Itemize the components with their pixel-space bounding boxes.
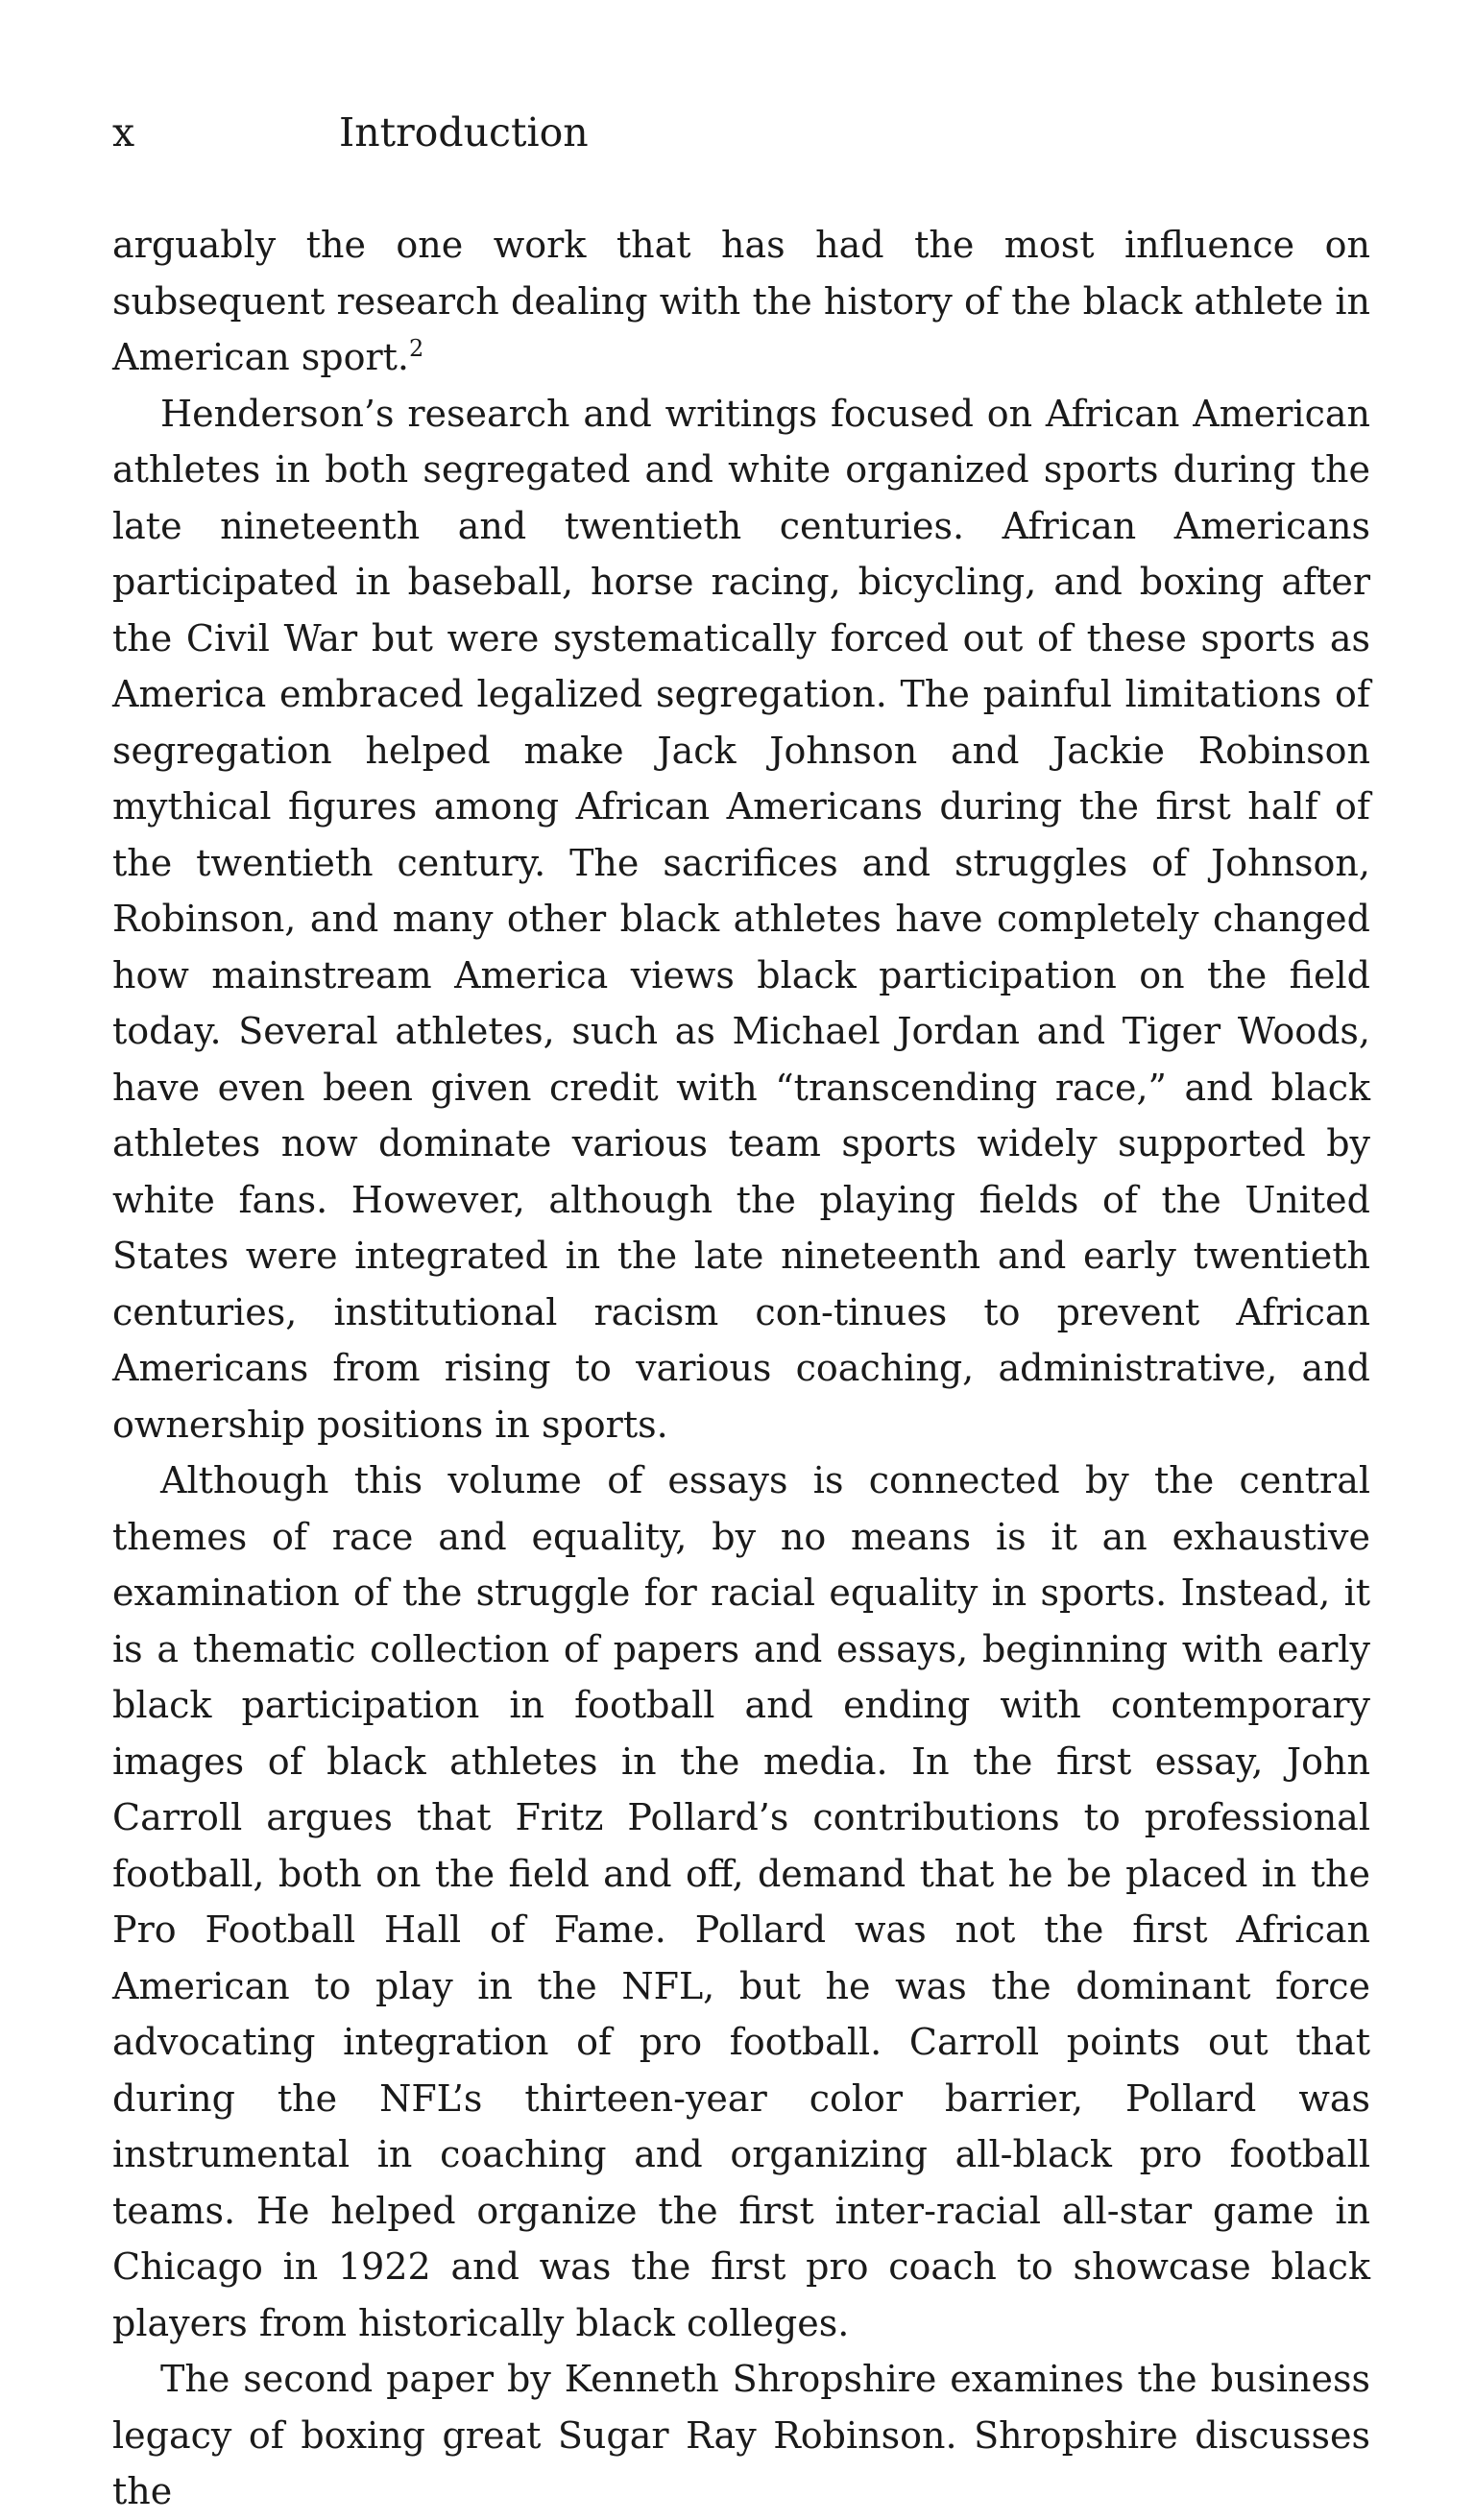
paragraph-shropshire: The second paper by Kenneth Shropshire examines the business legacy of boxing great Sugar Ray Robinson. Shropshire discusses the — [112, 2358, 1370, 2512]
paragraph-henderson: Henderson’s research and writings focused on African American athletes in both segregated and white organized sports during the late nineteenth and twentieth centuries. African Americans participated in baseball, horse racing, bicycling, and boxing after the Civil War but were systematically forced out of these sports as America embraced legalized segregation. The painful limitations of segregation helped make Jack Johnson and Jackie Robinson mythical figures among African Americans during the first half of the twentieth century. The sacrifices and struggles of Johnson, Robinson, and many other black athletes have completely changed how mainstream America views black participation on the field today. Several athletes, such as Michael Jordan and Tiger Woods, have even been given credit with “transcending race,” and black athletes now dominate various team sports widely supported by white fans. However, although the playing fields of the United States were integrated in the late nineteenth and early twentieth centuries, institutional racism con-tinues to prevent African Americans from rising to various coaching, administrative, and ownership positions in sports. — [112, 392, 1370, 1446]
page-number: x — [112, 109, 135, 156]
footnote-marker: 2 — [409, 335, 424, 362]
running-head — [112, 104, 1370, 161]
chapter-title: Introduction — [339, 109, 589, 156]
paragraph-volume-overview: Although this volume of essays is connected by the central themes of race and equality, by no means is it an exhaustive examination of the struggle for racial equality in sports. Instead, it is a thematic collection of papers and essays, beginning with early black participation in football and ending with contemporary images of black athletes in the media. In the first essay, John Carroll argues that Fritz Pollard’s contributions to professional football, both on the field and off, demand that he be placed in the Pro Football Hall of Fame. Pollard was not the first African American to play in the NFL, but he was the dominant force advocating integration of pro football. Carroll points out that during the NFL’s thirteen-year color barrier, Pollard was instrumental in coaching and organizing all-black pro football teams. He helped organize the first inter-racial all-star game in Chicago in 1922 and was the first pro coach to showcase black players from historically black colleges. — [112, 1459, 1370, 2344]
body-text — [112, 217, 1370, 2520]
paragraph-continued — [112, 217, 1370, 386]
paragraph-text: arguably the one work that has had the most influence on subsequent research dealing with the history of the black athlete in American sport. — [112, 224, 1370, 378]
